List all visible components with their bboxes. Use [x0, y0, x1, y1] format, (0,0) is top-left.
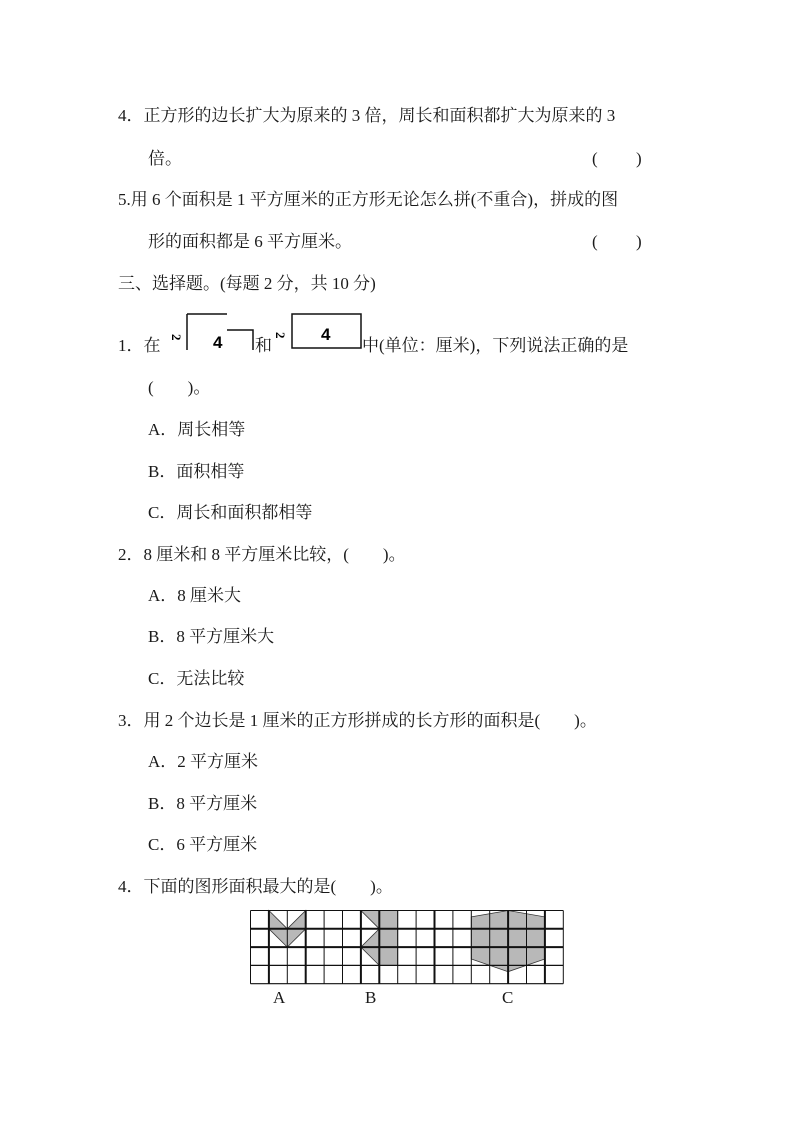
grid-figure [250, 910, 566, 986]
option-c[interactable]: C．6 平方厘米 [148, 835, 258, 854]
figure-label-a: A [273, 988, 286, 1007]
judgment-item-4-line2 [148, 149, 182, 169]
figure-label-c: C [502, 988, 514, 1007]
option-b[interactable]: B．面积相等 [148, 462, 245, 481]
answer-blank-close[interactable]: ) [636, 149, 642, 168]
question-1-prefix: 在 [143, 336, 161, 355]
item-number: 5. [118, 190, 131, 209]
item-text-cont: 形的面积都是 6 平方厘米。 [148, 232, 352, 251]
question-3: 3．用 2 个边长是 1 厘米的正方形拼成的长方形的面积是( )。 [118, 711, 597, 730]
option-a[interactable]: A．8 厘米大 [148, 586, 242, 605]
option-b[interactable]: B．8 平方厘米 [148, 794, 258, 813]
item-number: 4． [118, 106, 144, 125]
item-text-cont: 倍。 [148, 149, 182, 168]
question-1-suffix: 中(单位：厘米)，下列说法正确的是 [362, 336, 629, 355]
judgment-item-5-line2 [148, 232, 352, 252]
question-1-number: 1．在 [118, 336, 161, 355]
answer-blank-open[interactable]: ( [592, 149, 598, 168]
option-c[interactable]: C．周长和面积都相等 [148, 503, 313, 522]
side-label-2: 2 [273, 332, 288, 339]
item-text: 用 6 个面积是 1 平方厘米的正方形无论怎么拼(不重合)，拼成的图 [130, 190, 619, 209]
question-4: 4．下面的图形面积最大的是( )。 [118, 877, 393, 896]
item-text: 正方形的边长扩大为原来的 3 倍，周长和面积都扩大为原来的 3 [143, 106, 616, 125]
option-c[interactable]: C．无法比较 [148, 669, 245, 688]
figure-label-b: B [365, 988, 377, 1007]
answer-blank-open[interactable]: ( [592, 232, 598, 251]
option-a[interactable]: A．2 平方厘米 [148, 752, 259, 771]
option-b[interactable]: B．8 平方厘米大 [148, 627, 275, 646]
answer-blank-close[interactable]: ) [636, 232, 642, 251]
question-1-answer-blank[interactable]: ( )。 [148, 378, 211, 397]
option-a[interactable]: A．周长相等 [148, 420, 246, 439]
bottom-label-4: 4 [213, 333, 223, 352]
connector-and: 和 [255, 336, 272, 355]
question-2: 2．8 厘米和 8 平方厘米比较，( )。 [118, 545, 406, 564]
bottom-label-4: 4 [321, 325, 331, 344]
side-label-2: 2 [169, 334, 184, 341]
section-heading: 三、选择题。(每题 2 分，共 10 分) [118, 274, 376, 293]
shape-l-figure [168, 310, 263, 355]
judgment-item-4 [118, 106, 615, 126]
shape-rectangle-figure [272, 310, 367, 355]
judgment-item-5 [118, 190, 618, 210]
